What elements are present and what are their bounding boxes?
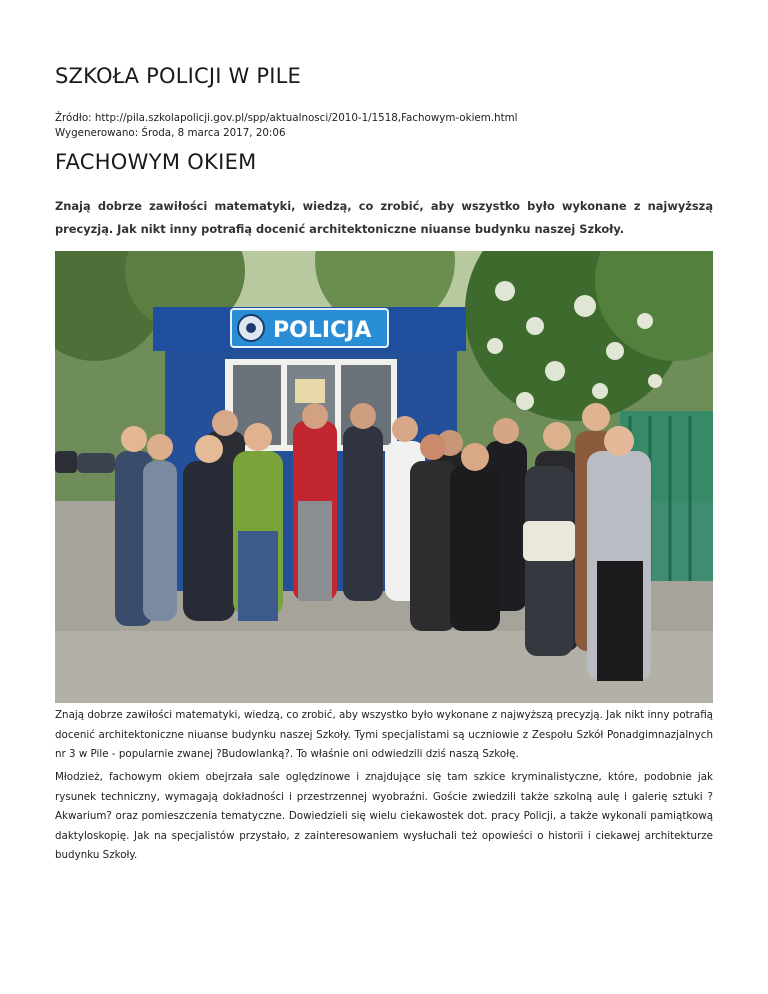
source-line: Źródło: http://pila.szkolapolicji.gov.pl/spp/aktualnosci/2010-1/1518,Fachowym-okiem.html	[55, 112, 518, 124]
article-photo	[55, 251, 713, 703]
article-paragraph-2: Młodzież, fachowym okiem obejrzała sale oględzinowe i znajdujące się tam szkice kryminalistyczne, które, podobnie jak rysunek techniczny, wymagają dokładności i przestrzennej wyobraźni. Goście zwiedzili także szkolną aulę i galerię sztuki ?Akwarium? oraz pomieszczenia tematyczne. Dowiedzieli się wielu ciekawostek dot. pracy Policji, a także wykonali pamiątkową daktyloskopię. Jak na specjalistów przystało, z zainteresowaniem wysłuchali też opowieści o historii i ciekawej architekturze budynku Szkoły.	[55, 771, 713, 861]
article-title: FACHOWYM OKIEM	[55, 150, 257, 174]
document-meta	[55, 111, 518, 141]
article-paragraph-1: Znają dobrze zawiłości matematyki, wiedzą, co zrobić, aby wszystko było wykonane z najwyższą precyzją. Jak nikt inny potrafią docenić architektoniczne niuanse budynku naszej Szkoły. Tymi specjalistami są uczniowie z Zespołu Szkół Ponadgimnazjalnych nr 3 w Pile - popularnie zwanej ?Budowlanką?. To właśnie oni odwiedzili dziś naszą Szkołę.	[55, 709, 713, 760]
site-title: SZKOŁA POLICJI W PILE	[55, 64, 301, 88]
generated-line: Wygenerowano: Środa, 8 marca 2017, 20:06	[55, 127, 286, 139]
police-sign-text: POLICJA	[273, 318, 372, 343]
article-lead: Znają dobrze zawiłości matematyki, wiedzą, co zrobić, aby wszystko było wykonane z najwyższą precyzją. Jak nikt inny potrafią docenić architektoniczne niuanse budynku naszej Szkoły.	[55, 199, 713, 236]
